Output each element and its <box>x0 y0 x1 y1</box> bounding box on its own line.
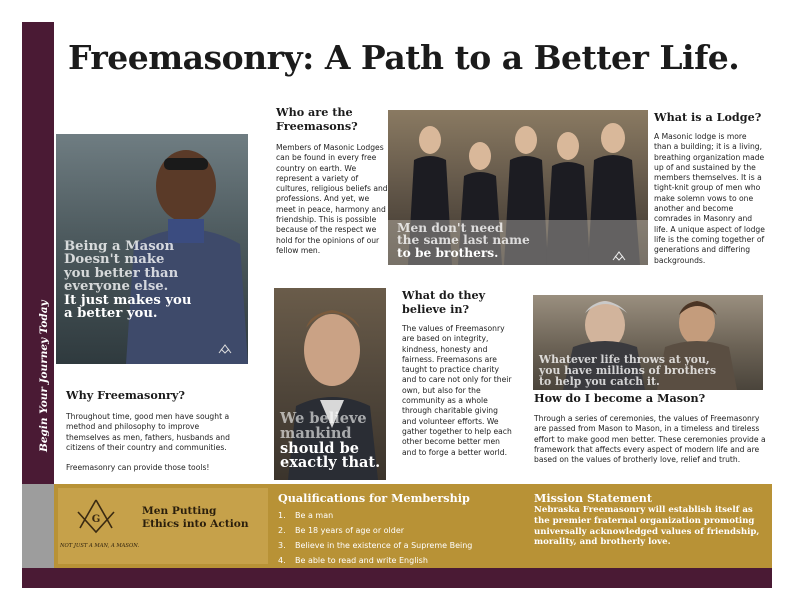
item-number: 3. <box>278 541 286 550</box>
qualification-item <box>278 508 472 523</box>
qualifications-list <box>278 508 472 568</box>
photo1-line: It just makes you <box>64 292 192 308</box>
photo-mason-portrait <box>56 134 248 364</box>
photo1-line: everyone else. <box>64 279 169 295</box>
motto-line-1: Men Putting <box>142 505 217 517</box>
svg-text:G: G <box>91 514 101 525</box>
motto-tagline: NOT JUST A MAN, A MASON. <box>60 543 140 549</box>
footer-grey-block <box>22 484 54 568</box>
qualification-item <box>278 553 472 568</box>
why-text: Throughout time, good men have sought a method and philosophy to improve themselves as men, fathers, husbands and citizens of their country and communities. <box>66 412 230 452</box>
become-text: Through a series of ceremonies, the values of Freemasonry are passed from Mason to Mason, in a timeless and tireless effort to make good men better. These ceremonies provide a framework that affects every aspect of modern life and are based on the values of brotherly love, relief and truth. <box>534 414 766 465</box>
photo-group-brothers <box>388 110 648 265</box>
photo3-line: exactly that. <box>280 454 381 472</box>
square-and-compass-icon <box>74 498 118 536</box>
photo4-line: to help you catch it. <box>539 375 660 388</box>
item-number: 4. <box>278 556 286 565</box>
item-text: Believe in the existence of a Supreme Being <box>295 541 473 550</box>
photo4-line: Whatever life throws at you, <box>539 353 710 366</box>
page-title: Freemasonry: A Path to a Better Life. <box>68 38 740 77</box>
qualifications-title: Qualifications for Membership <box>278 491 470 505</box>
photo2-line: the same last name <box>397 233 530 248</box>
who-text: Members of Masonic Lodges can be found in every free country on earth. We represent a variety of cultures, religious beliefs and professions. And yet, we meet in peace, harmony and friendship. This is possible because of the respect we hold for the opinions of our fellow men. <box>276 143 388 255</box>
who-heading: Who are the Freemasons? <box>276 105 358 133</box>
photo1-line: a better you. <box>64 306 158 322</box>
mission-text: Nebraska Freemasonry will establish itself as the premier fraternal organization promoting universally acknowledged values of friendship, morality, and brotherly love. <box>534 505 760 548</box>
qualification-item <box>278 523 472 538</box>
photo3-line: We believe <box>280 410 367 427</box>
item-text: Be 18 years of age or older <box>295 526 405 535</box>
photo1-line: Doesn't make <box>64 252 165 268</box>
photo3-quote <box>280 412 380 471</box>
why-text-tools: Freemasonry can provide those tools! <box>66 463 210 472</box>
square-and-compass-icon <box>612 251 626 261</box>
side-banner-text: Begin Your Journey Today <box>38 300 50 452</box>
lodge-heading: What is a Lodge? <box>654 110 762 124</box>
photo1-quote <box>64 240 191 321</box>
motto-box <box>58 488 268 564</box>
photo4-quote <box>539 354 716 387</box>
become-heading: How do I become a Mason? <box>534 391 706 405</box>
photo4-line: you have millions of brothers <box>539 364 717 377</box>
believe-text: The values of Freemasonry are based on integrity, kindness, honesty and fairness. Freemasons are taught to practice charity and to care not only for their own, but also for the community as a whole through charitable giving and volunteer efforts. We gather together to help each other become better men and to forge a better world. <box>402 324 512 457</box>
item-text: Be a man <box>295 511 334 520</box>
mission-title: Mission Statement <box>534 491 653 505</box>
photo2-line: to be brothers. <box>397 245 499 260</box>
believe-heading: What do they believe in? <box>402 288 486 316</box>
photo1-line: Being a Mason <box>64 239 175 254</box>
square-and-compass-icon <box>218 344 232 354</box>
photo2-quote <box>397 222 530 259</box>
why-heading: Why Freemasonry? <box>66 388 185 402</box>
photo1-line: you better than <box>64 265 179 281</box>
item-number: 1. <box>278 511 286 520</box>
qualification-item <box>278 538 472 553</box>
footer-maroon-strip <box>22 568 772 588</box>
item-number: 2. <box>278 526 286 535</box>
item-text: Be able to read and write English <box>295 556 428 565</box>
photo2-line: Men don't need <box>397 221 504 235</box>
motto-line-2: Ethics into Action <box>142 518 249 530</box>
photo-two-brothers <box>533 295 763 390</box>
lodge-text: A Masonic lodge is more than a building; it is a living, breathing organization made up of and sustained by the members themselves. It is a tight-knit group of men who make solemn vows to one another and become comrades in Masonry and life. A unique aspect of lodge life is the coming together of generations and differing backgrounds. <box>654 132 765 265</box>
photo3-line: should be <box>280 439 359 457</box>
photo3-line: mankind <box>280 424 352 442</box>
photo-smiling-man <box>274 288 386 480</box>
